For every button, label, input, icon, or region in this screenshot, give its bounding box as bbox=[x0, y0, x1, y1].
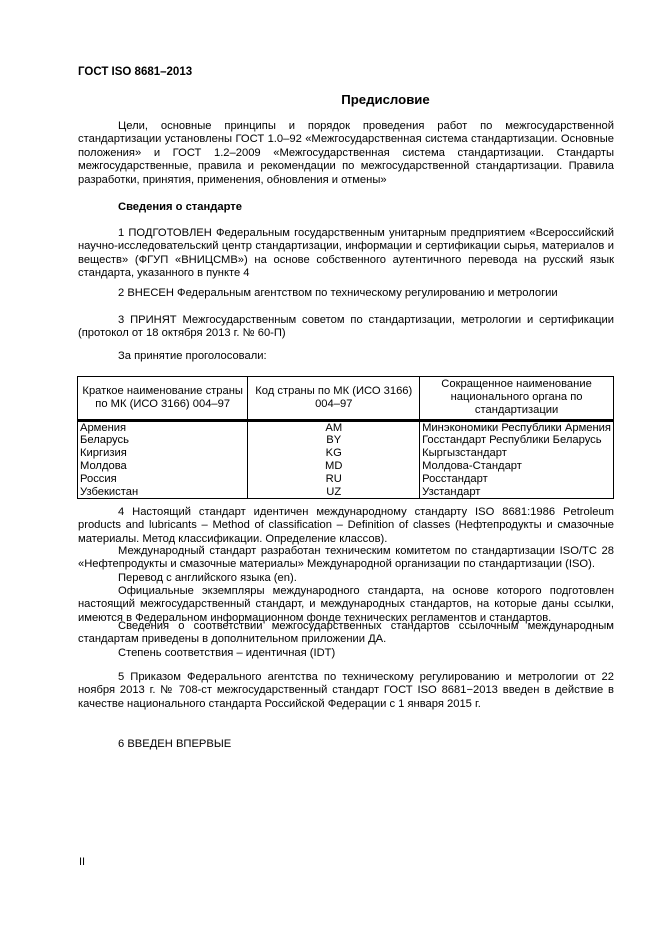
cell-code: RU bbox=[248, 473, 420, 486]
intro-paragraph bbox=[78, 120, 614, 187]
intro-text: Цели, основные принципы и порядок проведения работ по межгосударственной стандартизации установлены ГОСТ 1.0–92 «Межгосударственная система стандартизации. Основные положения» и ГОСТ 1.2–2009 «Межгосударственная система стандартизации. Стандарты межгосударственные, правила и рекомендации по межгосударственной стандартизации. Правила разработки, принятия, применения, обновления и отмены» bbox=[78, 120, 614, 186]
page-number: II bbox=[79, 856, 86, 868]
item-4-paragraph-1 bbox=[78, 506, 614, 546]
item-4-text-3: Перевод с английского языка (en). bbox=[118, 572, 297, 584]
header-country: Краткое наименование страны по МК (ИСО 3166) 004–97 bbox=[78, 377, 248, 421]
voting-table bbox=[77, 376, 614, 499]
item-4-paragraph-2 bbox=[78, 545, 614, 572]
cell-body: Росстандарт bbox=[420, 473, 614, 486]
document-code: ГОСТ ISO 8681–2013 bbox=[78, 66, 193, 78]
table-row bbox=[78, 434, 614, 447]
item-4-text-4: Официальные экземпляры международного стандарта, на основе которого подготовлен настоящий межгосударственный стандарт, и международных стандартов, на которые даны ссылки, имеются в Федеральном информационном фонде технических регламентов и стандартов. bbox=[78, 585, 614, 624]
vote-label-text: За принятие проголосовали: bbox=[118, 350, 267, 362]
item-4-paragraph-6 bbox=[78, 647, 614, 660]
item-5 bbox=[78, 671, 614, 711]
cell-country: Киргизия bbox=[78, 447, 248, 460]
section-heading: Сведения о стандарте bbox=[118, 201, 242, 213]
table-row bbox=[78, 447, 614, 460]
cell-code: BY bbox=[248, 434, 420, 447]
item-1-text: 1 ПОДГОТОВЛЕН Федеральным государственным унитарным предприятием «Всероссийский научно-исследовательский центр стандартизации, информации и сертификации сырья, материалов и веществ» (ФГУП «ВНИЦСМВ») на основе собственного аутентичного перевода на русский язык стандарта, указанного в пункте 4 bbox=[78, 227, 614, 280]
item-4-text-2: Международный стандарт разработан техническим комитетом по стандартизации ISO/TC 28 «Нефтепродукты и смазочные материалы» Международной организации по стандартизации (ISO). bbox=[78, 545, 614, 571]
cell-body: Кыргызстандарт bbox=[420, 447, 614, 460]
item-2-text: 2 ВНЕСЕН Федеральным агентством по техническому регулированию и метрологии bbox=[118, 287, 558, 299]
item-3 bbox=[78, 314, 614, 341]
header-body: Сокращенное наименование национального органа по стандартизации bbox=[420, 377, 614, 421]
item-4-paragraph-3 bbox=[78, 572, 614, 585]
cell-country: Молдова bbox=[78, 460, 248, 473]
table-row bbox=[78, 460, 614, 473]
cell-body: Минэкономики Республики Армения bbox=[420, 420, 614, 434]
cell-country: Армения bbox=[78, 420, 248, 434]
page-title: Предисловие bbox=[341, 92, 430, 107]
cell-country: Узбекистан bbox=[78, 486, 248, 499]
cell-body: Госстандарт Республики Беларусь bbox=[420, 434, 614, 447]
cell-code: KG bbox=[248, 447, 420, 460]
item-4-text-1: 4 Настоящий стандарт идентичен международному стандарту ISO 8681:1986 Petroleum products and lubricants – Method of classification – Definition of classes (Нефтепродукты и смазочные материалы. Метод классификации. Определение классов). bbox=[78, 506, 614, 545]
table-row bbox=[78, 486, 614, 499]
cell-code: UZ bbox=[248, 486, 420, 499]
vote-label bbox=[78, 350, 614, 363]
cell-country: Россия bbox=[78, 473, 248, 486]
cell-code: MD bbox=[248, 460, 420, 473]
header-code: Код страны по МК (ИСО 3166) 004–97 bbox=[248, 377, 420, 421]
item-6 bbox=[78, 738, 614, 751]
item-4-text-5: Сведения о соответствии межгосударственных стандартов ссылочным международным стандартам приведены в дополнительном приложении ДА. bbox=[78, 620, 614, 646]
cell-code: AM bbox=[248, 420, 420, 434]
table-row bbox=[78, 420, 614, 434]
table-header-row bbox=[78, 377, 614, 421]
item-1 bbox=[78, 227, 614, 281]
cell-body: Узстандарт bbox=[420, 486, 614, 499]
cell-body: Молдова-Стандарт bbox=[420, 460, 614, 473]
item-2 bbox=[78, 287, 614, 300]
item-3-text: 3 ПРИНЯТ Межгосударственным советом по стандартизации, метрологии и сертификации (протокол от 18 октября 2013 г. № 60-П) bbox=[78, 314, 614, 340]
item-4-text-6: Степень соответствия – идентичная (IDT) bbox=[118, 647, 336, 659]
cell-country: Беларусь bbox=[78, 434, 248, 447]
item-5-text: 5 Приказом Федерального агентства по техническому регулированию и метрологии от 22 ноября 2013 г. № 708-ст межгосударственный стандарт ГОСТ ISO 8681−2013 введен в действие в качестве национального стандарта Российской Федерации с 1 января 2015 г. bbox=[78, 671, 614, 710]
item-4-paragraph-5 bbox=[78, 620, 614, 647]
item-6-text: 6 ВВЕДЕН ВПЕРВЫЕ bbox=[118, 738, 232, 750]
table-row bbox=[78, 473, 614, 486]
